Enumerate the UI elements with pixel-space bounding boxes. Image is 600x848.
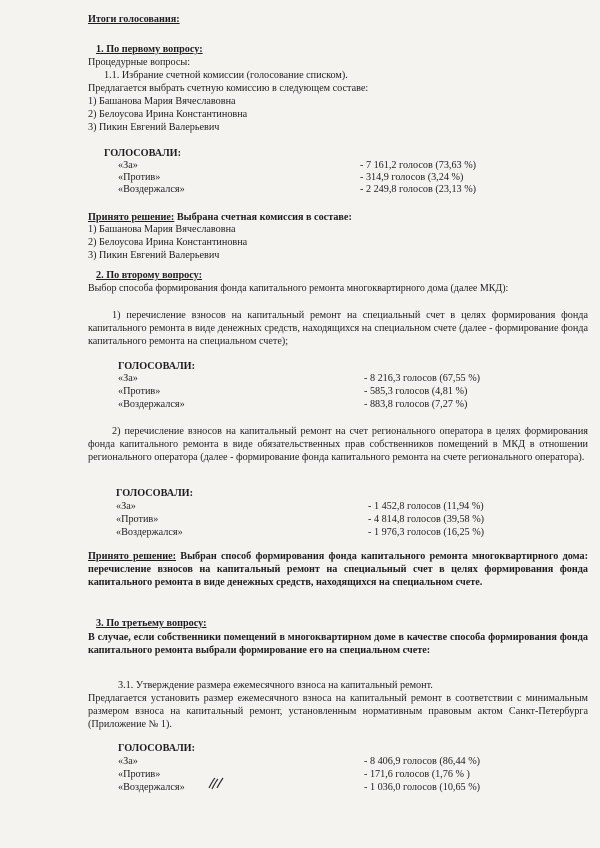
q1-vote-abstain-value: - 2 249,8 голосов (23,13 %) [360, 184, 477, 195]
q3-vote-for-value: - 8 406,9 голосов (86,44 %) [364, 756, 481, 767]
q1-decision [88, 212, 352, 224]
q3-vote-for-label: «За» [118, 756, 138, 767]
q1-decision-text: Выбрана счетная комиссия в составе: [174, 212, 352, 223]
q1-vote-against-label: «Против» [118, 172, 161, 183]
q2-heading: 2. По второму вопросу: [96, 270, 203, 281]
q2-decision-text: Выбран способ формирования фонда капитального ремонта многоквартирного дома: перечисление взносов на капитальный ремонт на специальный счет в целях формирования фонда капитального ремонта в виде денежных средств, находящихся на специальном счете. [88, 551, 588, 589]
q3-condition: В случае, если собственники помещений в многоквартирном доме в качестве способа формирования фонда капитального ремонта выбрали формирование его на специальном счете: [88, 632, 588, 656]
q1-result-member-1: 1) Башанова Мария Вячеславовна [88, 224, 236, 235]
q3-proposal: Предлагается установить размер ежемесячного взноса на капитальный ремонт в соответствии с минимальным размером взноса на капитальный ремонт, установленным нормативным правовым актом Санкт-Петербурга (Приложение № 1). [88, 693, 588, 730]
q2-opt1-vote-for-label: «За» [118, 373, 138, 384]
q2-decision-label: Принято решение: [88, 551, 177, 562]
q3-item: 3.1. Утверждение размера ежемесячного взноса на капитальный ремонт. [118, 680, 433, 691]
q1-proposal: Предлагается выбрать счетную комиссию в следующем составе: [88, 83, 369, 94]
q1-decision-label: Принято решение: [88, 212, 175, 223]
q2-opt1-voted-label: ГОЛОСОВАЛИ: [118, 361, 195, 372]
q2-opt2-vote-against-label: «Против» [116, 514, 159, 525]
q1-member-1: 1) Башанова Мария Вячеславовна [88, 96, 236, 107]
q2-opt1-vote-abstain-label: «Воздержался» [118, 399, 185, 410]
q2-opt1-vote-abstain-value: - 883,8 голосов (7,27 %) [364, 399, 468, 410]
q1-vote-against-value: - 314,9 голосов (3,24 %) [360, 172, 464, 183]
q2-opt2-voted-label: ГОЛОСОВАЛИ: [116, 488, 193, 499]
q3-vote-against-label: «Против» [118, 769, 161, 780]
q1-member-3: 3) Пикин Евгений Валерьевич [88, 122, 220, 133]
q3-heading: 3. По третьему вопросу: [96, 618, 207, 629]
q2-opt2-vote-abstain-value: - 1 976,3 голосов (16,25 %) [368, 527, 485, 538]
q1-vote-for-value: - 7 161,2 голосов (73,63 %) [360, 160, 477, 171]
q2-opt1-vote-for-value: - 8 216,3 голосов (67,55 %) [364, 373, 481, 384]
q1-procedural: Процедурные вопросы: [88, 57, 191, 68]
q3-vote-against-value: - 171,6 голосов (1,76 % ) [364, 769, 470, 780]
q2-opt1-vote-against-value: - 585,3 голосов (4,81 %) [364, 386, 468, 397]
q2-option-1: 1) перечисление взносов на капитальный ремонт на специальный счет в целях формирования фонда капитального ремонта в виде денежных средств, находящихся на специальном счете (далее - формирование фонда капитального ремонта на специальном счете); [88, 310, 588, 347]
document-title: Итоги голосования: [88, 14, 180, 25]
q2-opt1-vote-against-label: «Против» [118, 386, 161, 397]
handwritten-signature-mark [206, 776, 226, 790]
q2-decision [88, 550, 588, 590]
q2-option-2: 2) перечисление взносов на капитальный ремонт на счет регионального оператора в целях формирования фонда капитального ремонта в виде обязательственных прав собственников помещений в МКД в отношении регионального оператора (далее - формирование фонда капитального ремонта на счете регионального оператора). [88, 426, 588, 463]
q3-vote-abstain-label: «Воздержался» [118, 782, 185, 793]
q1-result-member-2: 2) Белоусова Ирина Константиновна [88, 237, 248, 248]
q3-voted-label: ГОЛОСОВАЛИ: [118, 743, 195, 754]
q1-voted-label: ГОЛОСОВАЛИ: [104, 148, 181, 159]
q1-heading: 1. По первому вопросу: [96, 44, 203, 55]
q1-vote-abstain-label: «Воздержался» [118, 184, 185, 195]
q2-opt2-vote-for-label: «За» [116, 501, 136, 512]
q1-item: 1.1. Избрание счетной комиссии (голосование списком). [104, 70, 348, 81]
q2-opt2-vote-abstain-label: «Воздержался» [116, 527, 183, 538]
q2-opt2-vote-for-value: - 1 452,8 голосов (11,94 %) [368, 501, 484, 512]
q1-result-member-3: 3) Пикин Евгений Валерьевич [88, 250, 220, 261]
q1-vote-for-label: «За» [118, 160, 138, 171]
q1-member-2: 2) Белоусова Ирина Константиновна [88, 109, 248, 120]
q2-intro: Выбор способа формирования фонда капитального ремонта многоквартирного дома (далее МКД): [88, 283, 509, 294]
q3-vote-abstain-value: - 1 036,0 голосов (10,65 %) [364, 782, 481, 793]
q2-opt2-vote-against-value: - 4 814,8 голосов (39,58 %) [368, 514, 485, 525]
